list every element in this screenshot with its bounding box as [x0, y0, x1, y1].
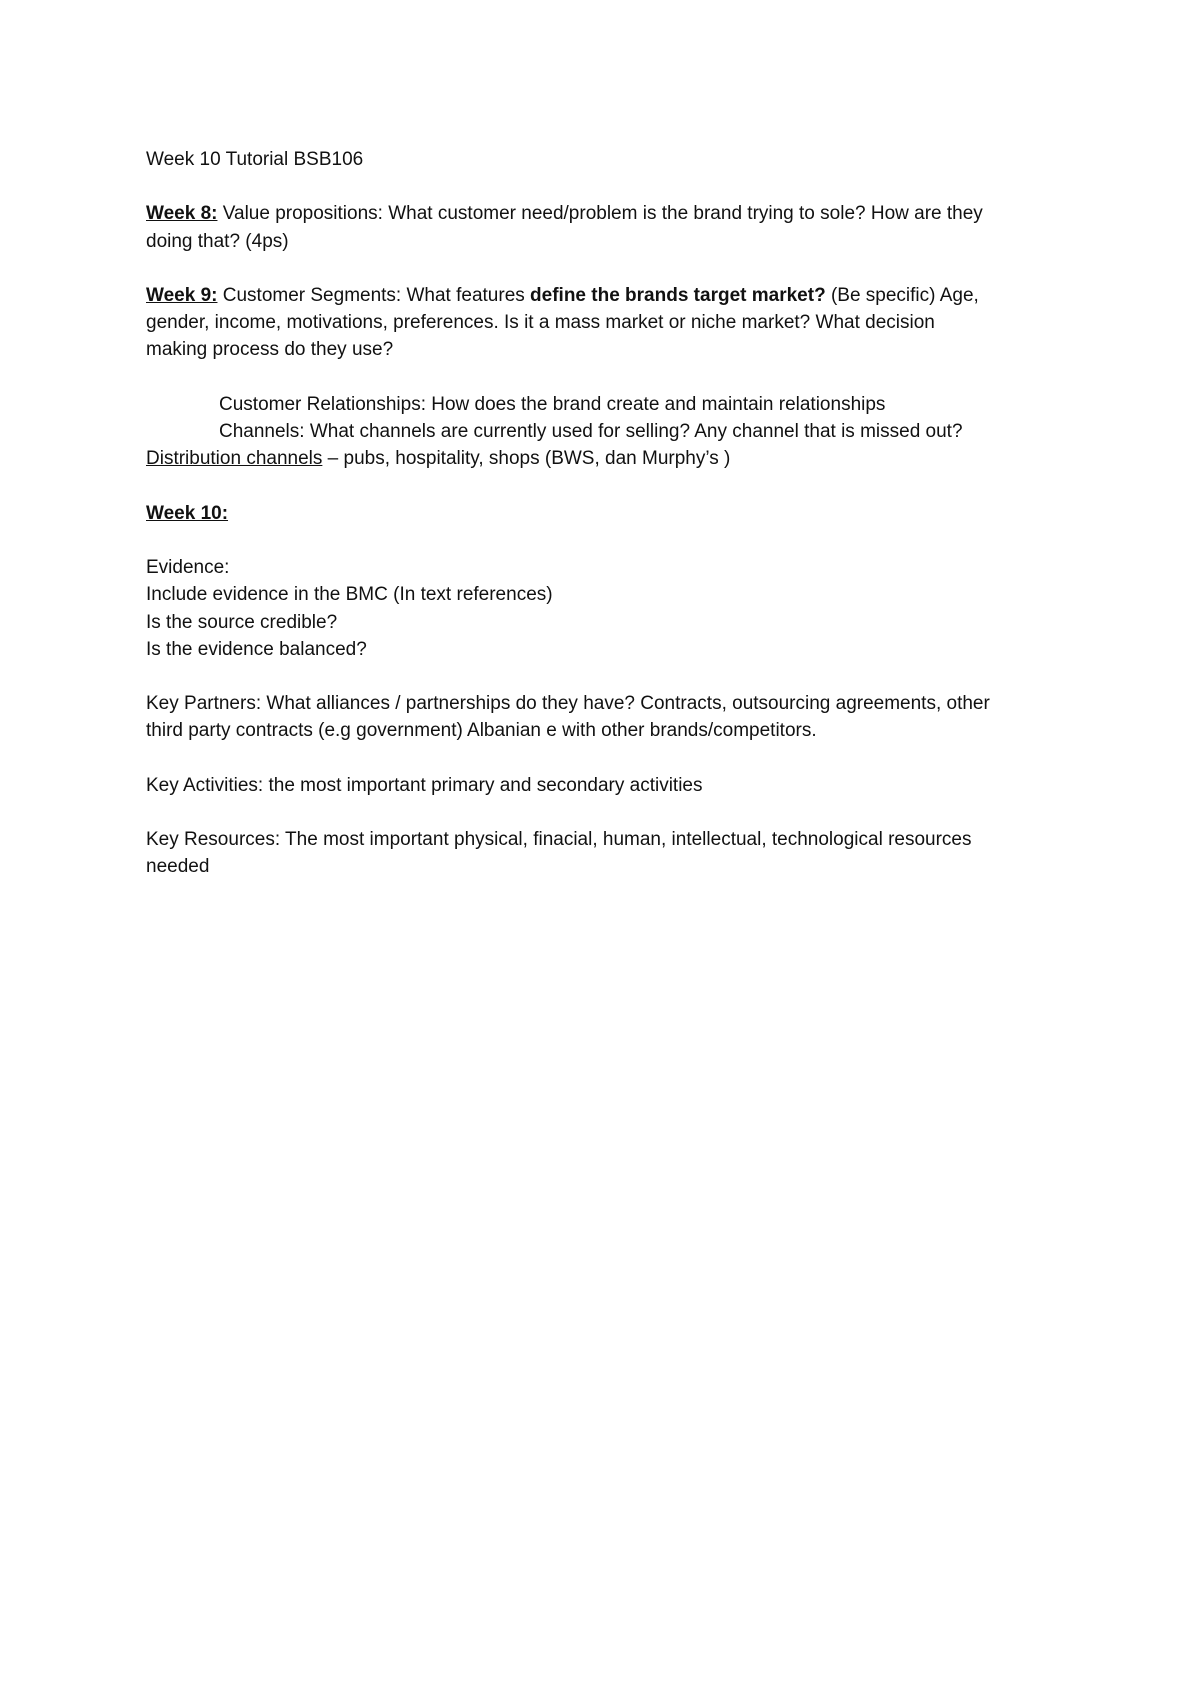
document-page: [146, 146, 1076, 881]
week9-heading: Week 9:: [146, 284, 218, 306]
evidence-item: Is the evidence balanced?: [146, 638, 367, 660]
week10-heading: Week 10:: [146, 502, 229, 524]
key-partners-line2: third party contracts (e.g government) Albanian e with other brands/competitors.: [146, 720, 817, 742]
spacer: [146, 255, 1076, 282]
spacer: [146, 745, 1076, 772]
week9-text-bold: define the brands target market?: [530, 284, 826, 306]
week9-text-pre: Customer Segments: What features: [217, 284, 531, 306]
week8-line1: [146, 200, 1076, 227]
week9-text-post: (Be specific) Age,: [825, 284, 979, 306]
week9-line2: gender, income, motivations, preferences. Is it a mass market or niche market? What decision: [146, 312, 935, 334]
customer-relationships-line: Customer Relationships: How does the brand create and maintain relationships: [219, 393, 886, 415]
week10-heading-line: [146, 500, 1076, 527]
key-partners-line1: Key Partners: What alliances / partnerships do they have? Contracts, outsourcing agreements, other: [146, 693, 990, 715]
evidence-item: Is the source credible?: [146, 611, 338, 633]
week9-line3: making process do they use?: [146, 339, 394, 361]
week8-line2: doing that? (4ps): [146, 230, 289, 252]
week8-heading: Week 8:: [146, 203, 218, 225]
spacer: [146, 799, 1076, 826]
key-resources-line1: Key Resources: The most important physical, finacial, human, intellectual, technological resources: [146, 829, 972, 851]
key-activities-line: Key Activities: the most important primary and secondary activities: [146, 774, 703, 796]
spacer: [146, 473, 1076, 500]
distribution-label: Distribution channels: [146, 448, 323, 470]
week8-text: Value propositions: What customer need/problem is the brand trying to sole? How are they: [217, 203, 983, 225]
distribution-line: [146, 445, 1076, 472]
spacer: [146, 663, 1076, 690]
key-resources-line2: needed: [146, 856, 210, 878]
spacer: [146, 173, 1076, 200]
week9-line1: [146, 282, 1076, 309]
evidence-item: Include evidence in the BMC (In text references): [146, 584, 553, 606]
spacer: [146, 527, 1076, 554]
document-title: Week 10 Tutorial BSB106: [146, 149, 364, 170]
distribution-text: – pubs, hospitality, shops (BWS, dan Murphy’s ): [322, 448, 731, 470]
channels-line: Channels: What channels are currently used for selling? Any channel that is missed out?: [219, 421, 963, 443]
evidence-heading: Evidence:: [146, 556, 230, 578]
spacer: [146, 364, 1076, 391]
